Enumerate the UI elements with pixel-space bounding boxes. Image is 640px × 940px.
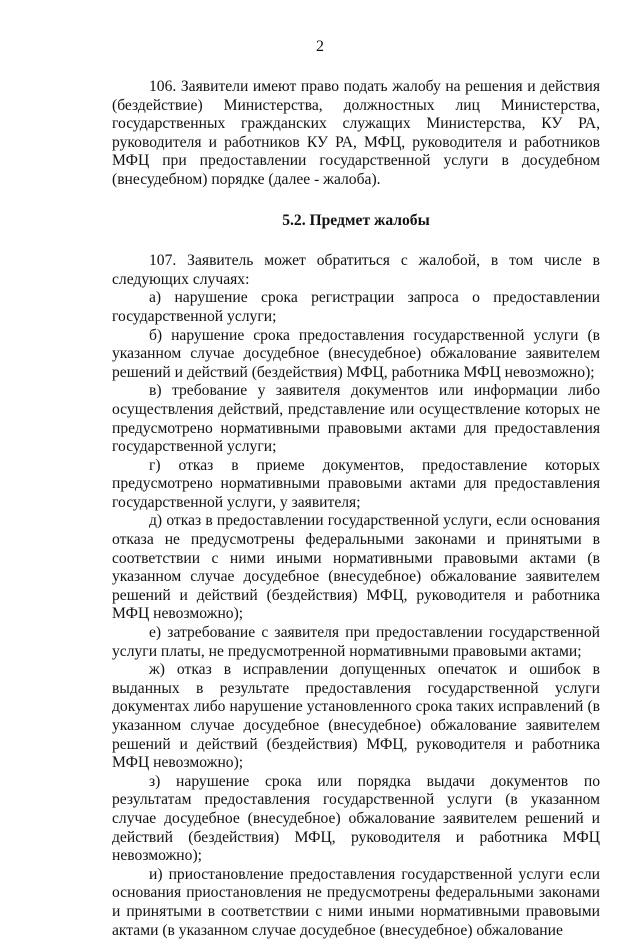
list-item-z: з) нарушение срока или порядка выдачи документов по результатам предоставления государственной услуги (в указанном случае досудебное (внесудебное) обжалование заявителем решений и действий (бездействия) МФЦ, руководителя и работника МФЦ невозможно); [112,772,600,865]
document-body [112,78,600,940]
list-item-a: а) нарушение срока регистрации запроса о предоставлении государственной услуги; [112,289,600,325]
list-item-i: и) приостановление предоставления государственной услуги если основания приостановления не предусмотрены федеральными законами и принятыми в соответствии с ними иными нормативными правовыми актами (в указанном случае досудебное (внесудебное) обжалование [112,865,600,939]
list-item-b: б) нарушение срока предоставления государственной услуги (в указанном случае досудебное (внесудебное) обжалование заявителем решений и действий (бездействия) МФЦ, работника МФЦ невозможно); [112,326,600,381]
list-item-d: д) отказ в предоставлении государственной услуги, если основания отказа не предусмотрены федеральными законами и принятыми в соответствии с ними иными нормативными правовыми актами (в указанном случае досудебное (внесудебное) обжалование заявителем решений и действий (бездействия) МФЦ, руководителя и работника МФЦ невозможно); [112,512,600,623]
paragraph-107: 107. Заявитель может обратиться с жалобой, в том числе в следующих случаях: [112,252,600,288]
list-item-v: в) требование у заявителя документов или информации либо осуществления действий, представление или осуществление которых не предусмотрено нормативными правовыми актами для предоставления государственной услуги; [112,382,600,456]
list-item-g: г) отказ в приеме документов, предоставление которых предусмотрено нормативными правовыми актами для предоставления государственной услуги, у заявителя; [112,456,600,511]
paragraph-106: 106. Заявители имеют право подать жалобу на решения и действия (бездействие) Министерства, должностных лиц Министерства, государственных гражданских служащих Министерства, КУ РА, руководителя и работников КУ РА, МФЦ, руководителя и работников МФЦ при предоставлении государственной услуги в досудебном (внесудебном) порядке (далее - жалоба). [112,78,600,188]
page-number: 2 [316,38,324,55]
list-item-zh: ж) отказ в исправлении допущенных опечаток и ошибок в выданных в результате предоставления государственной услуги документах либо нарушение установленного срока таких исправлений (в указанном случае досудебное (внесудебное) обжалование заявителем решений и действий (бездействия) МФЦ, руководителя и работника МФЦ невозможно); [112,661,600,772]
list-item-e: е) затребование с заявителя при предоставлении государственной услуги платы, не предусмотренной нормативными правовыми актами; [112,624,600,660]
section-heading: 5.2. Предмет жалобы [282,211,430,229]
